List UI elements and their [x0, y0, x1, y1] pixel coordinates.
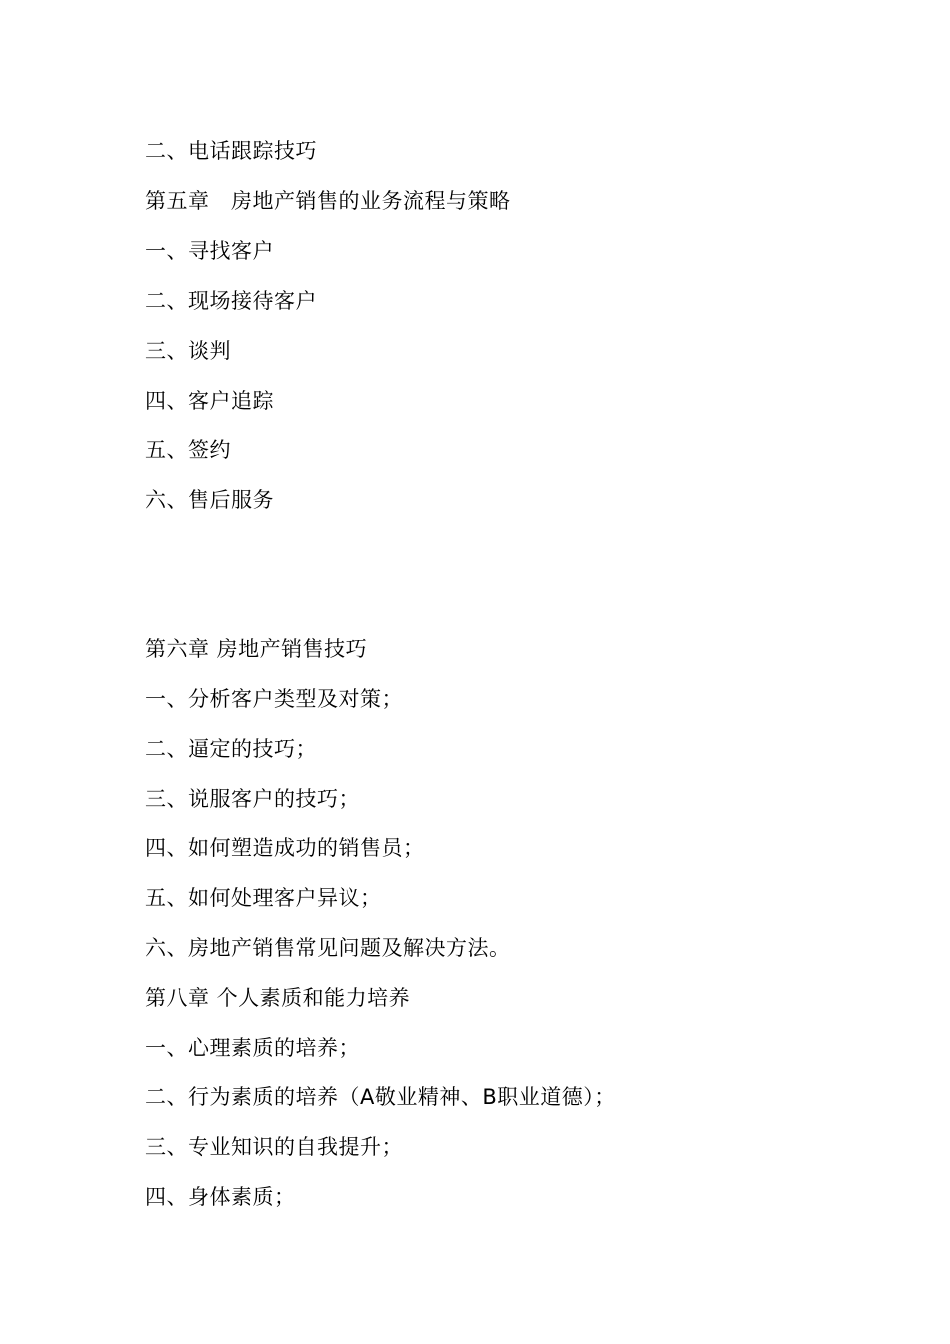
- list-item: 一、心理素质的培养；: [145, 1036, 360, 1060]
- list-item: 一、分析客户类型及对策；: [145, 687, 403, 711]
- list-item: 四、客户追踪: [145, 389, 274, 413]
- list-item: 三、专业知识的自我提升；: [145, 1135, 403, 1159]
- chapter-title: 第八章 个人素质和能力培养: [145, 986, 411, 1010]
- chapter-title: 第六章 房地产销售技巧: [145, 637, 368, 661]
- list-item: 三、说服客户的技巧；: [145, 787, 360, 811]
- list-item: 二、行为素质的培养（A敬业精神、B职业道德）；: [145, 1085, 616, 1109]
- list-item: 五、签约: [145, 438, 231, 462]
- list-item: 三、谈判: [145, 339, 231, 363]
- chapter-title: 第五章 房地产销售的业务流程与策略: [145, 189, 511, 213]
- list-item: 二、逼定的技巧；: [145, 737, 317, 761]
- list-item: 一、寻找客户: [145, 239, 274, 263]
- list-item: 二、电话跟踪技巧: [145, 139, 317, 163]
- list-item: 二、现场接待客户: [145, 289, 317, 313]
- list-item: 五、如何处理客户异议；: [145, 886, 382, 910]
- list-item: 六、房地产销售常见问题及解决方法。: [145, 936, 511, 960]
- list-item: 四、如何塑造成功的销售员；: [145, 836, 425, 860]
- list-item: 四、身体素质；: [145, 1185, 296, 1209]
- list-item: 六、售后服务: [145, 488, 274, 512]
